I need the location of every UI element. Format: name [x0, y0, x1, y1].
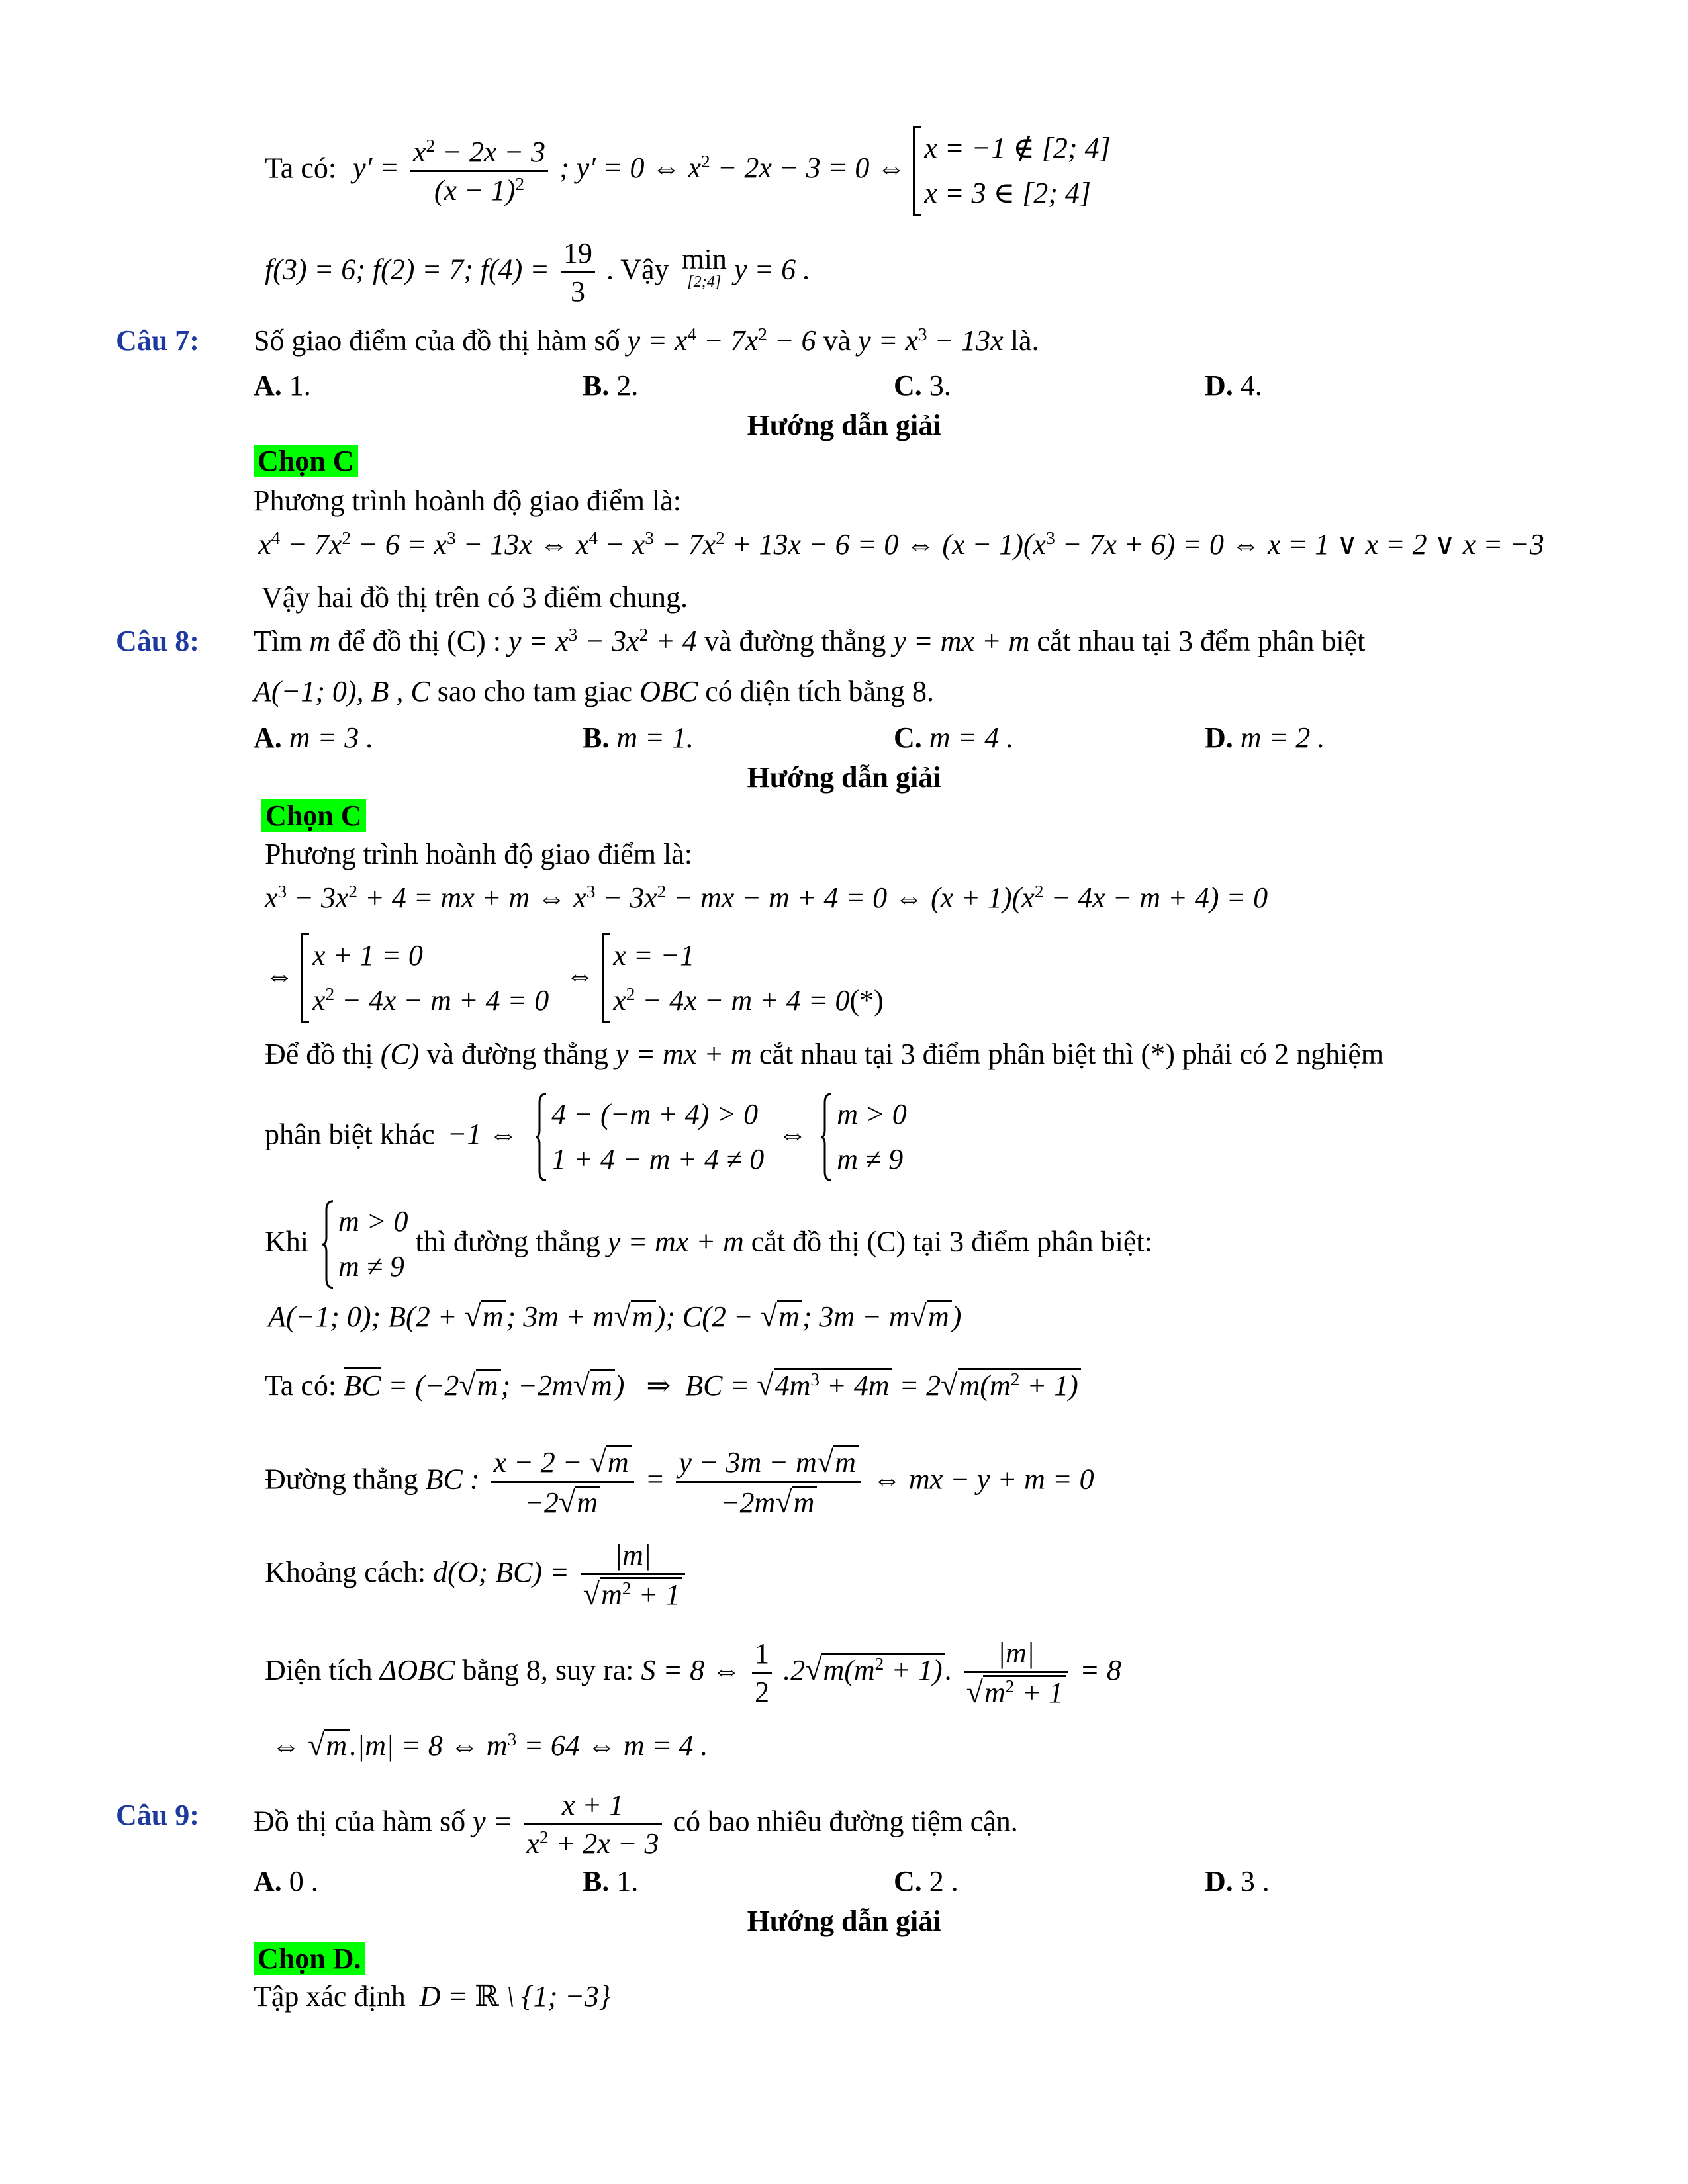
vector-line: Ta có: $\overline{BC} = (-2√m$; −2m√m) ⇒ BC = $√4m^3 + 4m = 2√m(m^2 + 1)$ — [265, 1367, 1081, 1403]
question-9-text: Đồ thị của hàm số y = $\frac{x + 1}{x^2 + 2x - 3}$ có bao nhiêu đường tiệm cận. — [254, 1787, 1018, 1862]
option-a[interactable]: A. 0 . — [254, 1865, 318, 1897]
question-8 — [116, 625, 199, 659]
solution-text: Phương trình hoành độ giao điểm là: — [265, 838, 692, 870]
answer-badge: Chọn D. — [254, 1942, 365, 1976]
solution-brackets: ⇔ x + 1 = 0 $x^2 - 4x - m + 4 = 0$ ⇔ x = −1 $x^2 - 4x - m + 4 = 0(*)$ — [265, 933, 884, 1023]
question-8-text: Tìm m để đồ thị (C) : $y = x^3 - 3x^2 + 4$ và đường thẳng y = mx + m cắt nhau tại 3 đểm phân biệt — [254, 625, 1366, 657]
option-a[interactable]: A. m = 3 . — [254, 721, 374, 754]
line-bc: Đường thẳng BC : $\frac{x - 2 - √m}{-2√m}$ = $\frac{y - 3m - m√m}{-2m√m}$ ⇔ mx − y + m = 0 — [265, 1443, 1094, 1522]
solution-equation: $x^3 - 3x^2 + 4$ = mx + m ⇔ $x^3 - 3x^2$ − mx − m + 4 = 0 ⇔ $(x + 1)(x^2 - 4x - m + 4) = 0$ — [265, 882, 1268, 914]
condition-system: phân biệt khác −1 ⇔ 4 − (−m + 4) > 0 1 + 4 − m + 4 ≠ 0 ⇔ m > 0 m ≠ 9 — [265, 1092, 907, 1182]
guide-heading: Hướng dẫn giải — [747, 409, 941, 441]
answer-badge: Chọn C — [261, 799, 366, 833]
option-d[interactable]: D. m = 2 . — [1205, 721, 1325, 754]
question-7-text: Số giao điểm của đồ thị hàm số $y = x^4 - 7x^2 - 6$ và $y = x^3 - 13x$ là. — [254, 324, 1039, 357]
question-8-text-2: A(−1; 0), B , C sao cho tam giac OBC có diện tích bằng 8. — [254, 675, 934, 707]
question-label: Câu 7: — [116, 324, 199, 357]
guide-heading: Hướng dẫn giải — [747, 1905, 941, 1937]
function-values-line: f(3) = 6; f(2) = 7; f(4) = $\frac{19}{3}$ . Vậy min [2;4] y = 6 . — [265, 235, 810, 310]
points-line: A(−1; 0); B(2 + √m; 3m + m√m); C(2 − √m; 3m − m√m) — [268, 1299, 962, 1333]
option-a[interactable]: A. 1. — [254, 369, 311, 402]
option-c[interactable]: C. m = 4 . — [894, 721, 1014, 754]
question-label: Câu 8: — [116, 625, 199, 657]
option-d[interactable]: D. 4. — [1205, 369, 1262, 402]
option-b[interactable]: B. 1. — [583, 1865, 639, 1897]
solution-equation: $x^4 - 7x^2 - 6 = x^3 - 13x$ ⇔ $x^4 - x^3 - 7x^2 + 13x - 6 = 0$ ⇔ $(x - 1)(x^3 - 7x + 6) = 0$ ⇔ x = 1 ∨ x = 2 ∨ x = −3 — [258, 528, 1544, 561]
question-label: Câu 9: — [116, 1799, 199, 1831]
answer-badge: Chọn C — [254, 445, 358, 478]
solution-text: Phương trình hoành độ giao điểm là: — [254, 484, 681, 517]
area-line: Diện tích ΔOBC bằng 8, suy ra: S = 8 ⇔ $\frac{1}{2}$ $.2√m(m^2 + 1)$. $\frac{|m|}{√m^2 + 1}$ = 8 — [265, 1635, 1121, 1711]
distance-line: Khoảng cách: d(O; BC) = $\frac{|m|}{√m^2 + 1}$ — [265, 1537, 689, 1614]
option-b[interactable]: B. m = 1. — [583, 721, 694, 754]
guide-heading: Hướng dẫn giải — [747, 761, 941, 794]
option-c[interactable]: C. 2 . — [894, 1865, 959, 1897]
condition-text: Để đồ thị (C) và đường thẳng y = mx + m cắt nhau tại 3 điểm phân biệt thì (*) phải có 2 nghiệm — [265, 1038, 1384, 1070]
question-7 — [116, 324, 199, 358]
option-c[interactable]: C. 3. — [894, 369, 951, 402]
solution-bracket: x = −1 ∉ [2; 4] x = 3 ∈ [2; 4] — [913, 126, 1110, 216]
when-condition: Khi m > 0 m ≠ 9 thì đường thẳng y = mx + m cắt đồ thị (C) tại 3 điểm phân biệt: — [265, 1199, 1152, 1289]
derivative-line: Ta có: y′ = $\frac{x^2 - 2x - 3}{(x - 1)^2}$ ; y′ = 0 ⇔ $x^2 - 2x - 3 = 0$ ⇔ x = −1 ∉ [2; 4] x = 3 ∈ [2; 4] — [265, 126, 1111, 216]
option-b[interactable]: B. 2. — [583, 369, 639, 402]
question-9 — [116, 1799, 199, 1833]
solution-conclusion: Vậy hai đồ thị trên có 3 điểm chung. — [261, 581, 688, 614]
domain-line: Tập xác định D = ℝ \ {1; −3} — [254, 1980, 611, 2013]
option-d[interactable]: D. 3 . — [1205, 1865, 1270, 1897]
final-line: ⇔ √m.|m| = 8 ⇔ $m^3 = 64$ ⇔ m = 4 . — [271, 1728, 708, 1762]
